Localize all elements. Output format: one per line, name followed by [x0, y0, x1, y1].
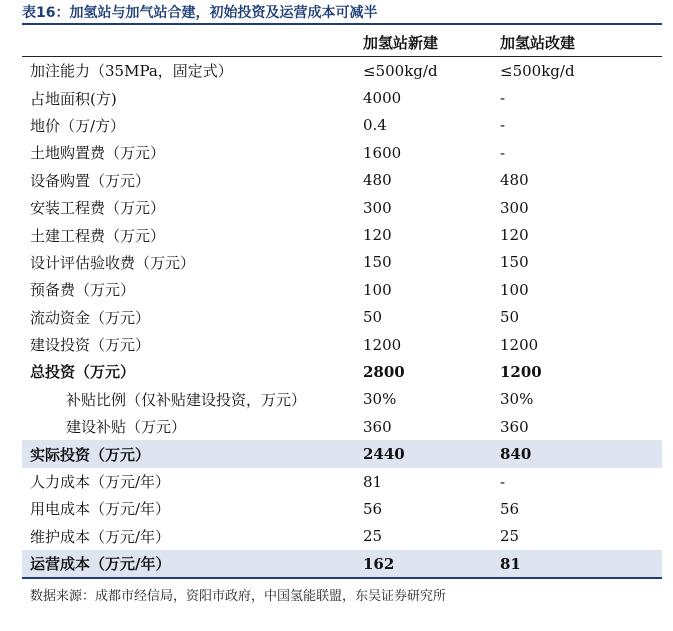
value-retrofit: 56	[500, 499, 520, 518]
source-note: 数据来源：成都市经信局，资阳市政府，中国氢能联盟，东吴证券研究所	[30, 589, 447, 604]
row-label: 建设补贴（万元）	[66, 418, 187, 437]
value-retrofit: 150	[500, 253, 529, 272]
row-label: 安装工程费（万元）	[30, 199, 166, 218]
row-label: 维护成本（万元/年）	[30, 527, 171, 546]
value-retrofit: -	[500, 143, 506, 162]
table-row	[22, 331, 662, 358]
table-row	[22, 523, 662, 550]
row-label: 用电成本（万元/年）	[30, 500, 171, 519]
table-row	[22, 440, 662, 467]
value-new: 360	[363, 417, 392, 436]
value-retrofit: 840	[500, 440, 662, 467]
value-new: 480	[363, 171, 392, 190]
row-label: 土地购置费（万元）	[30, 144, 166, 163]
top-rule	[22, 23, 662, 25]
value-new: 56	[363, 499, 383, 518]
value-retrofit: 30%	[500, 390, 534, 409]
table-row	[22, 139, 662, 166]
row-label: 占地面积(方)	[30, 89, 117, 108]
row-label: 流动资金（万元）	[30, 308, 151, 327]
table-row	[22, 276, 662, 303]
value-retrofit: 50	[500, 308, 520, 327]
table-row	[22, 112, 662, 139]
row-label: 运营成本（万元/年）	[22, 550, 363, 578]
row-label: 人力成本（万元/年）	[30, 473, 171, 492]
value-retrofit: 100	[500, 280, 529, 299]
row-label: 实际投资（万元）	[22, 440, 363, 467]
value-new: 1200	[363, 335, 402, 354]
value-new: 150	[363, 253, 392, 272]
value-new: 162	[363, 550, 500, 578]
value-new: 0.4	[363, 116, 387, 135]
row-label: 总投资（万元）	[30, 363, 136, 382]
value-new: 1600	[363, 143, 402, 162]
table-row	[22, 221, 662, 248]
value-retrofit: 300	[500, 198, 529, 217]
value-retrofit: -	[500, 89, 506, 108]
value-new: 25	[363, 527, 383, 546]
table-title: 表16：加氢站与加气站合建，初始投资及运营成本可减半	[22, 5, 378, 21]
row-label: 建设投资（万元）	[30, 336, 151, 355]
row-label: 地价（万/方）	[30, 116, 126, 135]
table-row	[22, 468, 662, 495]
table-row	[22, 304, 662, 331]
value-retrofit: 120	[500, 226, 529, 245]
value-retrofit: 360	[500, 417, 529, 436]
table-row	[22, 550, 662, 578]
row-label: 设备购置（万元）	[30, 171, 151, 190]
header-blank	[22, 29, 363, 57]
table-row	[22, 57, 662, 85]
header-new-station: 加氢站新建	[363, 29, 500, 57]
row-label: 预备费（万元）	[30, 281, 136, 300]
value-new: 2440	[363, 440, 500, 467]
value-retrofit: 81	[500, 550, 662, 578]
value-new: 300	[363, 198, 392, 217]
row-label: 补贴比例（仅补贴建设投资，万元）	[66, 390, 307, 409]
cost-table	[22, 29, 662, 579]
value-retrofit: ≤500kg/d	[500, 61, 575, 80]
value-new: 120	[363, 226, 392, 245]
table-header-row	[22, 29, 662, 57]
row-label: 加注能力（35MPa，固定式）	[30, 62, 233, 81]
table-row	[22, 386, 662, 413]
row-label: 土建工程费（万元）	[30, 226, 166, 245]
table-row	[22, 495, 662, 522]
value-retrofit: -	[500, 116, 506, 135]
value-new: 4000	[363, 89, 402, 108]
value-new: 2800	[363, 362, 405, 381]
table-row	[22, 249, 662, 276]
value-new: 81	[363, 472, 383, 491]
value-new: 30%	[363, 390, 397, 409]
value-new: 50	[363, 308, 383, 327]
value-new: 100	[363, 280, 392, 299]
value-retrofit: 1200	[500, 362, 542, 381]
row-label: 设计评估验收费（万元）	[30, 253, 196, 272]
value-retrofit: 25	[500, 527, 520, 546]
table-row	[22, 358, 662, 385]
table-row	[22, 167, 662, 194]
value-retrofit: -	[500, 472, 506, 491]
table-row	[22, 194, 662, 221]
value-retrofit: 480	[500, 171, 529, 190]
value-retrofit: 1200	[500, 335, 539, 354]
value-new: ≤500kg/d	[363, 61, 438, 80]
table-row	[22, 84, 662, 111]
header-retrofit-station: 加氢站改建	[500, 29, 662, 57]
table-row	[22, 413, 662, 440]
